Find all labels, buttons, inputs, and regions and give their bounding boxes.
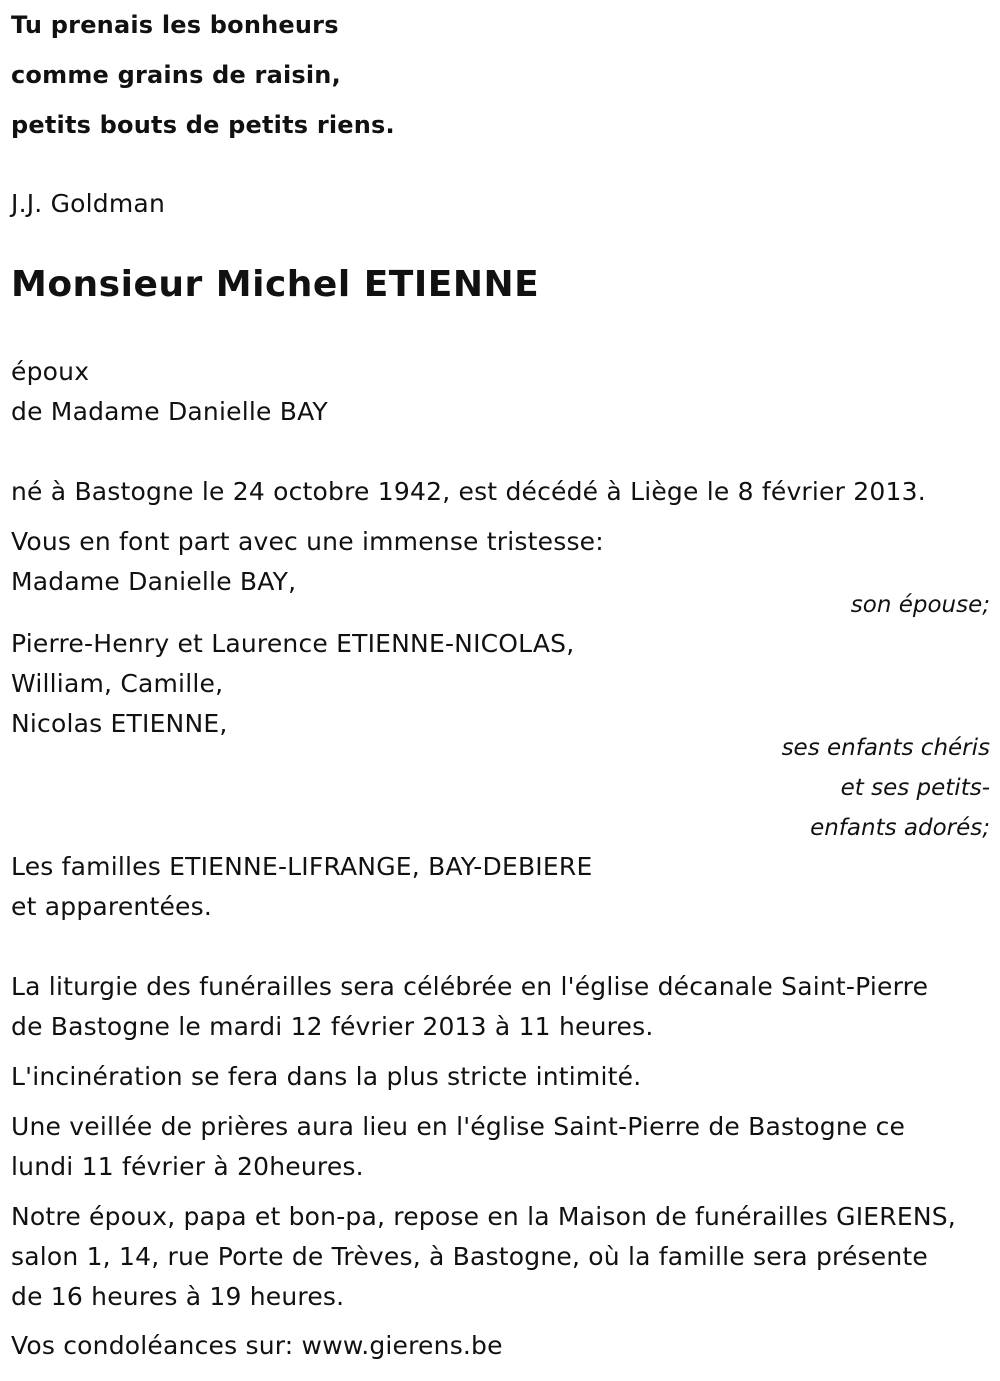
deceased-name: Monsieur Michel ETIENNE bbox=[11, 264, 540, 305]
announcement-intro: Vous en font part avec une immense tristesse: bbox=[11, 527, 604, 556]
spouse-name: Madame Danielle BAY, bbox=[11, 567, 297, 596]
repose-line-3: de 16 heures à 19 heures. bbox=[11, 1282, 345, 1311]
vigil-line-1: Une veillée de prières aura lieu en l'église Saint-Pierre de Bastogne ce bbox=[11, 1112, 906, 1141]
families-line-1: Les familles ETIENNE-LIFRANGE, BAY-DEBIERE bbox=[11, 852, 593, 881]
birth-death-line: né à Bastogne le 24 octobre 1942, est décédé à Liège le 8 février 2013. bbox=[11, 477, 926, 506]
liturgy-line-2: de Bastogne le mardi 12 février 2013 à 11 heures. bbox=[11, 1012, 654, 1041]
condolences-line: Vos condoléances sur: www.gierens.be bbox=[11, 1331, 503, 1360]
poem-line-1: Tu prenais les bonheurs bbox=[11, 11, 339, 39]
children-line-1: Pierre-Henry et Laurence ETIENNE-NICOLAS, bbox=[11, 629, 575, 658]
children-role-line-3: enfants adorés; bbox=[810, 815, 990, 841]
relation-label: époux bbox=[11, 357, 90, 386]
poem-line-3: petits bouts de petits riens. bbox=[11, 111, 395, 139]
vigil-line-2: lundi 11 février à 20heures. bbox=[11, 1152, 364, 1181]
spouse-role: son épouse; bbox=[850, 592, 990, 618]
cremation-line: L'incinération se fera dans la plus stricte intimité. bbox=[11, 1062, 642, 1091]
poem-line-2: comme grains de raisin, bbox=[11, 61, 341, 89]
poem-author: J.J. Goldman bbox=[11, 189, 165, 218]
children-line-2: William, Camille, bbox=[11, 669, 224, 698]
repose-line-2: salon 1, 14, rue Porte de Trèves, à Bastogne, où la famille sera présente bbox=[11, 1242, 928, 1271]
repose-line-1: Notre époux, papa et bon-pa, repose en la Maison de funérailles GIERENS, bbox=[11, 1202, 956, 1231]
spouse-line: de Madame Danielle BAY bbox=[11, 397, 328, 426]
liturgy-line-1: La liturgie des funérailles sera célébrée en l'église décanale Saint-Pierre bbox=[11, 972, 929, 1001]
children-line-3: Nicolas ETIENNE, bbox=[11, 709, 228, 738]
families-line-2: et apparentées. bbox=[11, 892, 212, 921]
children-role-line-1: ses enfants chéris bbox=[781, 735, 990, 761]
children-role-line-2: et ses petits- bbox=[840, 775, 990, 801]
